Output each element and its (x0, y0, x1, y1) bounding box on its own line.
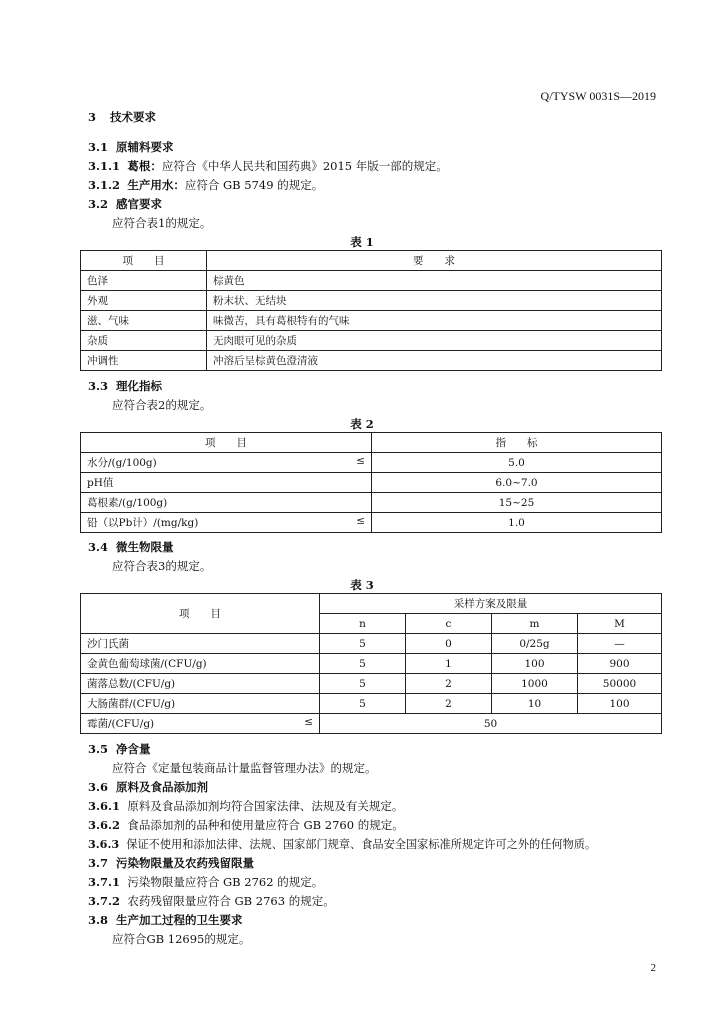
table-row: 葛根素/(g/100g) 15~25 (81, 493, 662, 513)
section-3-heading: 3 技术要求 (88, 110, 156, 124)
section-3-1-heading: 3.1 原辅料要求 (88, 140, 174, 154)
table-row: 金黄色葡萄球菌/(CFU/g) 5 1 100 900 (81, 654, 662, 674)
table-row: 铅（以Pb计）/(mg/kg) ≤ 1.0 (81, 513, 662, 533)
table-row: 菌落总数/(CFU/g) 5 2 1000 50000 (81, 674, 662, 694)
section-3-3-text: 应符合表2的规定。 (112, 398, 212, 412)
section-3-1-1: 3.1.1 葛根：应符合《中华人民共和国药典》2015 年版一部的规定。 (88, 159, 448, 173)
less-equal-sign: ≤ (356, 455, 365, 467)
section-3-2-heading: 3.2 感官要求 (88, 197, 162, 211)
section-3-2-text: 应符合表1的规定。 (112, 216, 212, 230)
section-3-3-heading: 3.3 理化指标 (88, 379, 162, 393)
table-2-caption: 表 2 (350, 417, 374, 431)
section-3-4-heading: 3.4 微生物限量 (88, 540, 174, 554)
table-row: 杂质 无肉眼可见的杂质 (81, 331, 662, 351)
table-1-header-item: 项 目 (81, 251, 207, 271)
table-3-caption: 表 3 (350, 578, 374, 592)
table-row: 大肠菌群/(CFU/g) 5 2 10 100 (81, 694, 662, 714)
table-2 (80, 432, 662, 533)
table-2-header-index: 指 标 (372, 433, 662, 453)
table-3: 项 目 采样方案及限量 n c m M 沙门氏菌 5 0 0/25g — 金黄色葡萄球菌/(CFU/g) 5 1 100 900 菌落总数/(CFU/g) 5 2 1000 50000 大肠菌群/(CFU/g) 5 2 10 100 霉菌/(CFU/g) ≤ 50 (80, 593, 662, 734)
table-row: 外观 粉末状、无结块 (81, 291, 662, 311)
section-3-5-text: 应符合《定量包装商品计量监督管理办法》的规定。 (112, 761, 377, 775)
section-3-1-2: 3.1.2 生产用水：应符合 GB 5749 的规定。 (88, 178, 324, 192)
section-3-6-heading: 3.6 原料及食品添加剂 (88, 780, 208, 794)
section-3-6-1: 3.6.1 原料及食品添加剂均符合国家法律、法规及有关规定。 (88, 799, 404, 813)
table-row: 沙门氏菌 5 0 0/25g — (81, 634, 662, 654)
table-row: 滋、气味 味微苦，具有葛根特有的气味 (81, 311, 662, 331)
section-3-5-heading: 3.5 净含量 (88, 742, 151, 756)
section-3-4-text: 应符合表3的规定。 (112, 559, 212, 573)
section-3-7-heading: 3.7 污染物限量及农药残留限量 (88, 856, 254, 870)
table-row: pH值 6.0~7.0 (81, 473, 662, 493)
table-1-caption: 表 1 (350, 235, 374, 249)
table-row: 冲调性 冲溶后呈棕黄色澄清液 (81, 351, 662, 371)
table-row: 色泽 棕黄色 (81, 271, 662, 291)
table-1 (80, 250, 662, 371)
section-3-6-2: 3.6.2 食品添加剂的品种和使用量应符合 GB 2760 的规定。 (88, 818, 404, 832)
section-3-8-heading: 3.8 生产加工过程的卫生要求 (88, 913, 243, 927)
doc-code: Q/TYSW 0031S—2019 (540, 89, 656, 103)
table-3-header-item: 项 目 (81, 594, 320, 634)
section-3-8-text: 应符合GB 12695的规定。 (112, 932, 251, 946)
page-number: 2 (650, 962, 656, 974)
table-2-header-item: 项 目 (81, 433, 372, 453)
less-equal-sign: ≤ (304, 716, 313, 728)
table-1-header-requirement: 要 求 (207, 251, 662, 271)
table-3-header-plan: 采样方案及限量 (320, 594, 662, 614)
section-3-7-2: 3.7.2 农药残留限量应符合 GB 2763 的规定。 (88, 894, 335, 908)
table-row: 水分/(g/100g) ≤ 5.0 (81, 453, 662, 473)
section-3-7-1: 3.7.1 污染物限量应符合 GB 2762 的规定。 (88, 875, 324, 889)
less-equal-sign: ≤ (356, 515, 365, 527)
table-row: 霉菌/(CFU/g) ≤ 50 (81, 714, 662, 734)
section-3-6-3: 3.6.3 保证不使用和添加法律、法规、国家部门规章、食品安全国家标准所规定许可之外的任何物质。 (88, 837, 597, 851)
